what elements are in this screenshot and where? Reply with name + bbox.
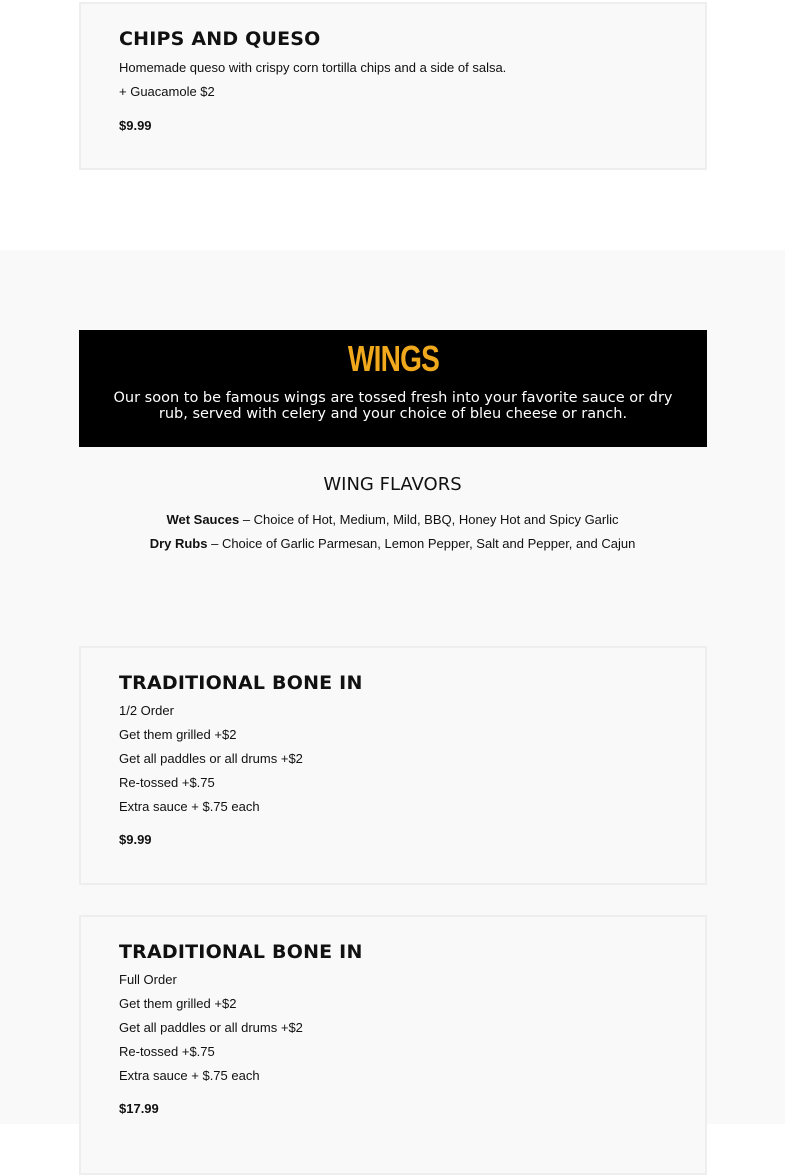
menu-item-title: TRADITIONAL BONE IN <box>119 941 363 963</box>
dry-rubs-text: – Choice of Garlic Parmesan, Lemon Pepper, Salt and Pepper, and Cajun <box>207 536 636 551</box>
menu-item-line: Extra sauce + $.75 each <box>119 799 260 814</box>
menu-item-line: Full Order <box>119 972 177 987</box>
menu-item-description: Homemade queso with crispy corn tortilla chips and a side of salsa. <box>119 60 507 75</box>
wet-sauces-line <box>0 508 785 532</box>
wings-section <box>0 250 785 1124</box>
wing-flavors <box>0 474 785 556</box>
menu-item-line: 1/2 Order <box>119 703 174 718</box>
menu-item-price: $17.99 <box>119 1101 159 1116</box>
menu-item-line: Get all paddles or all drums +$2 <box>119 1020 303 1035</box>
menu-item-card-half-order <box>79 646 707 885</box>
menu-item-title: TRADITIONAL BONE IN <box>119 672 363 694</box>
menu-item-line: Get them grilled +$2 <box>119 727 237 742</box>
menu-item-price: $9.99 <box>119 832 152 847</box>
menu-item-price: $9.99 <box>119 118 152 133</box>
dry-rubs-line <box>0 532 785 556</box>
menu-item-line: Extra sauce + $.75 each <box>119 1068 260 1083</box>
menu-item-line: Get all paddles or all drums +$2 <box>119 751 303 766</box>
wings-banner <box>79 330 707 447</box>
wet-sauces-label: Wet Sauces <box>166 512 240 527</box>
menu-item-line: Get them grilled +$2 <box>119 996 237 1011</box>
dry-rubs-label: Dry Rubs <box>149 536 208 551</box>
wing-flavors-title: WING FLAVORS <box>323 474 462 495</box>
menu-item-card-chips-and-queso <box>79 2 707 170</box>
menu-item-line: Re-tossed +$.75 <box>119 1044 215 1059</box>
menu-item-line: Re-tossed +$.75 <box>119 775 215 790</box>
menu-item-card-full-order <box>79 915 707 1175</box>
wings-heading: WINGS <box>347 338 439 379</box>
wet-sauces-text: – Choice of Hot, Medium, Mild, BBQ, Honey Hot and Spicy Garlic <box>239 512 619 527</box>
wings-description: Our soon to be famous wings are tossed fresh into your favorite sauce or dry rub, served with celery and your choice of bleu cheese or ranch. <box>113 390 673 422</box>
appetizer-section <box>0 0 785 250</box>
menu-item-addon: + Guacamole $2 <box>119 84 215 99</box>
menu-item-title: CHIPS AND QUESO <box>119 28 321 50</box>
